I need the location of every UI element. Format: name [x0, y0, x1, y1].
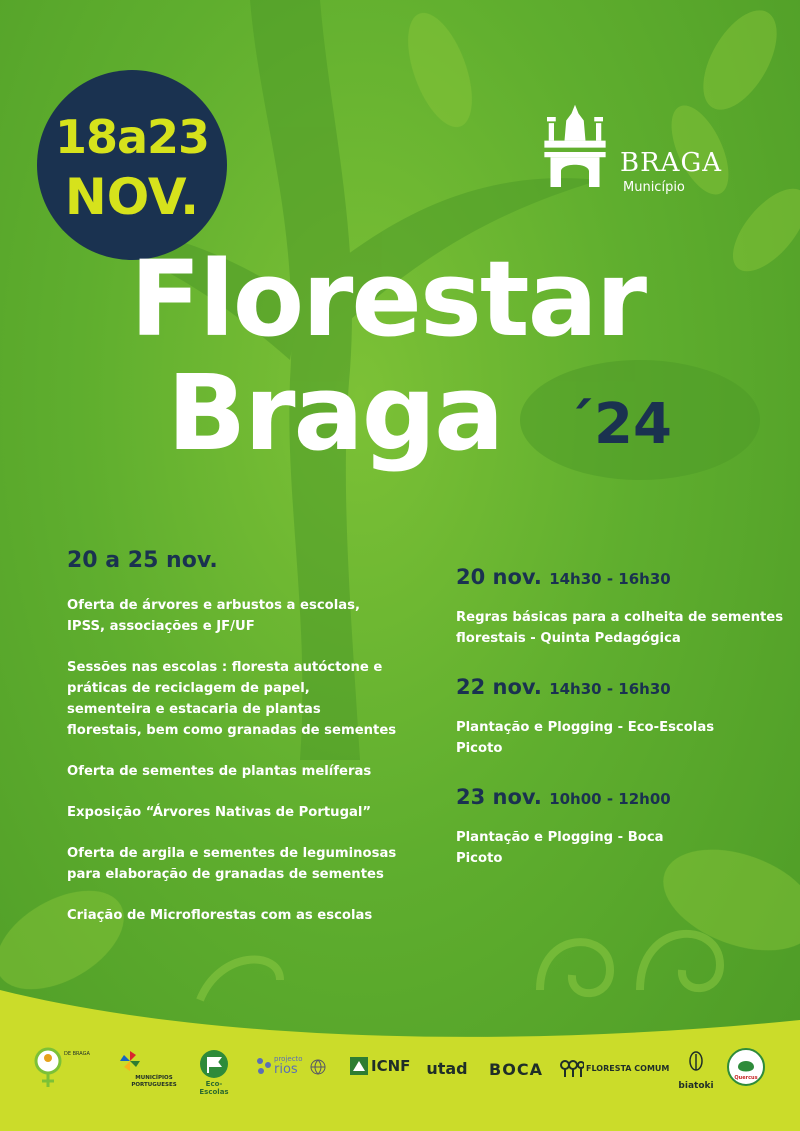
event-date: 23 nov.: [456, 785, 542, 809]
list-item: Criação de Microflorestas com as escolas: [67, 908, 373, 923]
left-heading: 20 a 25 nov.: [67, 548, 218, 573]
right-column: [456, 565, 786, 895]
logo-text: ICNF: [371, 1057, 411, 1075]
event-description: [456, 717, 786, 759]
date-range: 18a23: [54, 110, 210, 164]
event-desc-line: Regras básicas para a colheita de sementes: [456, 610, 784, 625]
boca-logo: [486, 1060, 546, 1079]
date-badge: [37, 70, 227, 260]
event-desc-line: Picoto: [456, 741, 503, 756]
logo-text: utad: [426, 1059, 468, 1078]
event-description: [456, 607, 786, 649]
utad-logo: [425, 1059, 469, 1078]
list-item: Exposição “Árvores Nativas de Portugal”: [67, 805, 372, 820]
event-heading: [456, 675, 786, 699]
logo-text: Quercus: [734, 1075, 758, 1081]
event-description: [456, 827, 786, 869]
logo-text: MUNICÍPIOS PORTUGUESES: [131, 1075, 177, 1088]
event-date: 22 nov.: [456, 675, 542, 699]
globe-icon: [310, 1059, 326, 1075]
dots-icon: [256, 1057, 272, 1077]
logo-text: Eco-Escolas: [199, 1080, 229, 1096]
list-item: Oferta de sementes de plantas melíferas: [67, 764, 372, 779]
logo-text: DE BRAGA: [64, 1051, 90, 1057]
list-item: Oferta de argila e sementes de leguminosas para elaboração de granadas de sementes: [67, 846, 397, 882]
municipality-sub: Município: [623, 180, 685, 195]
event-time: 14h30 - 16h30: [549, 570, 671, 588]
date-month: NOV.: [64, 168, 200, 226]
list-item: Sessões nas escolas : floresta autóctone e práticas de reciclagem de papel, sementeira e estacaria de plantas florestais, bem como granadas de sementes: [67, 660, 397, 738]
event-desc-line: Plantação e Plogging - Eco-Escolas: [456, 720, 715, 735]
eco-flag-icon: [199, 1049, 229, 1079]
logo-text: rios: [274, 1062, 298, 1077]
title-year: ´24: [566, 392, 672, 457]
event-time: 14h30 - 16h30: [549, 680, 671, 698]
event-time: 10h00 - 12h00: [549, 790, 671, 808]
trees-icon: [560, 1059, 584, 1077]
logo-text: FLORESTA COMUM: [586, 1064, 670, 1073]
logo-text-small: projecto: [274, 1055, 303, 1063]
event-desc-line: Picoto: [456, 851, 503, 866]
partner-logos: [0, 1045, 800, 1105]
event-heading: [456, 565, 786, 589]
title-line2: Braga: [167, 352, 503, 474]
municipality-name: BRAGA: [620, 148, 723, 178]
leaf-mark-icon: [688, 1051, 704, 1073]
left-column: [67, 548, 397, 946]
event-desc-line: florestais - Quinta Pedagógica: [456, 631, 681, 646]
icnf-square-icon: [350, 1057, 368, 1075]
logo-text: biatoki: [678, 1081, 714, 1091]
list-item: Oferta de árvores e arbustos a escolas, IPSS, associações e JF/UF: [67, 598, 360, 634]
event-heading: [456, 785, 786, 809]
braga-crest-icon: [540, 100, 610, 190]
logo-text: BOCA: [489, 1060, 543, 1079]
quercus-leaf-icon: [726, 1047, 766, 1087]
event-date: 20 nov.: [456, 565, 542, 589]
event-desc-line: Plantação e Plogging - Boca: [456, 830, 664, 845]
title-line1: Florestar: [130, 238, 646, 360]
person-circle-icon: [32, 1047, 64, 1089]
pinwheel-icon: [120, 1051, 140, 1071]
